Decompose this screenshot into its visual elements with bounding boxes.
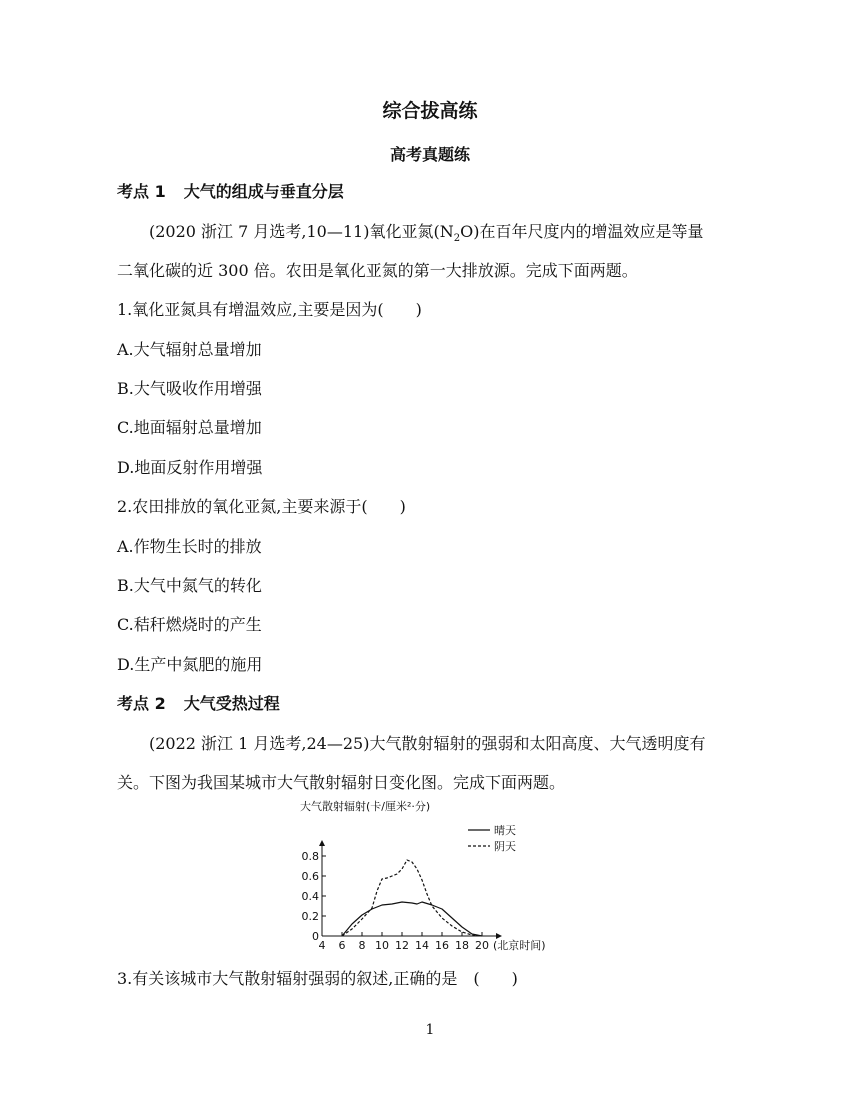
question-1-option-c[interactable]: C.地面辐射总量增加	[117, 418, 262, 437]
section1-intro-line2: 二氧化碳的近 300 倍。农田是氧化亚氮的第一大排放源。完成下面两题。	[117, 261, 638, 280]
y-tick-label: 0	[312, 930, 319, 943]
section2-label: 考点 2	[117, 694, 166, 713]
y-tick-label: 0.8	[301, 850, 319, 863]
x-tick-label: 14	[415, 939, 429, 952]
section1-intro-subscript: 2	[453, 233, 461, 245]
y-axis-label: 大气散射辐射(卡/厘米²·分)	[300, 800, 431, 813]
x-tick-label: 6	[338, 939, 346, 952]
section2-intro-line1: (2022 浙江 1 月选考,24—25)大气散射辐射的强弱和太阳高度、大气透明度有	[149, 734, 706, 753]
section1-intro-part-b: O)在百年尺度内的增温效应是等量	[460, 222, 704, 241]
section1-title: 大气的组成与垂直分层	[183, 182, 344, 201]
y-tick-label: 0.2	[301, 910, 319, 923]
x-tick-label: 10	[375, 939, 389, 952]
page-number: 1	[425, 1022, 435, 1038]
series-line-cloudy	[342, 860, 477, 936]
section2-heading	[117, 691, 280, 714]
x-tick-label: 20	[475, 939, 489, 952]
x-tick-label: 12	[395, 939, 409, 952]
section1-intro-part-a: (2020 浙江 7 月选考,10—11)氧化亚氮(N	[149, 222, 454, 241]
question-2-option-b[interactable]: B.大气中氮气的转化	[117, 576, 262, 595]
page-subtitle: 高考真题练	[389, 145, 470, 164]
x-tick-label: 8	[358, 939, 366, 952]
question-1-option-d[interactable]: D.地面反射作用增强	[117, 458, 263, 477]
scattered-radiation-chart	[296, 798, 566, 954]
x-axis-label: (北京时间)	[493, 939, 546, 952]
y-tick-label: 0.4	[301, 890, 319, 903]
y-tick-label: 0.6	[301, 870, 319, 883]
legend-label: 晴天	[494, 824, 516, 837]
y-axis-arrow	[319, 840, 325, 846]
x-tick-label: 18	[455, 939, 469, 952]
x-tick-label: 4	[318, 939, 326, 952]
section1-label: 考点 1	[117, 182, 166, 201]
legend-label: 阴天	[494, 840, 516, 853]
section1-intro-line1	[149, 219, 703, 244]
section2-intro-line2: 关。下图为我国某城市大气散射辐射日变化图。完成下面两题。	[117, 773, 566, 792]
question-2-stem: 2.农田排放的氧化亚氮,主要来源于( )	[117, 497, 406, 516]
page-title: 综合拔高练	[382, 100, 478, 122]
question-2-option-c[interactable]: C.秸秆燃烧时的产生	[117, 615, 262, 634]
question-1-option-a[interactable]: A.大气辐射总量增加	[117, 340, 262, 359]
section1-heading	[117, 179, 344, 202]
question-1-option-b[interactable]: B.大气吸收作用增强	[117, 379, 262, 398]
question-2-option-d[interactable]: D.生产中氮肥的施用	[117, 655, 263, 674]
section2-title: 大气受热过程	[183, 694, 280, 713]
question-2-option-a[interactable]: A.作物生长时的排放	[117, 537, 262, 556]
question-1-stem: 1.氧化亚氮具有增温效应,主要是因为( )	[117, 300, 422, 319]
question-3-stem: 3.有关该城市大气散射辐射强弱的叙述,正确的是 ( )	[117, 969, 518, 988]
x-tick-label: 16	[435, 939, 449, 952]
